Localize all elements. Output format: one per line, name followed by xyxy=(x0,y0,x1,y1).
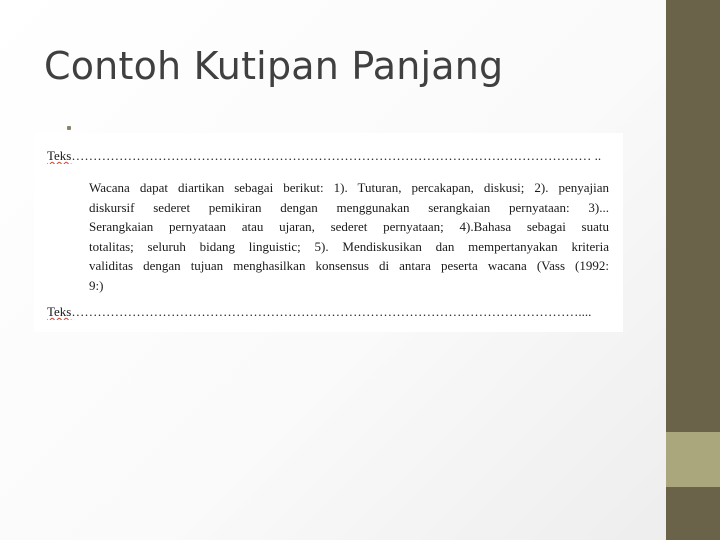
quote-line: Wacana dapat diartikan sebagai berikut: 1). Tuturan, percakapan, diskusi; 2). penyajian xyxy=(89,180,609,195)
document-image xyxy=(34,133,623,332)
quote-line: 9:) xyxy=(89,277,104,293)
teks-label-bottom: Teks xyxy=(47,304,72,319)
long-quote-block xyxy=(89,178,609,295)
teks-line-top xyxy=(47,148,607,164)
sidebar-accent-bottom xyxy=(666,487,720,540)
slide-title: Contoh Kutipan Panjang xyxy=(44,44,504,88)
quote-line: totalitas; seluruh bidang linguistic; 5). Mendiskusikan dan mempertanyakan kriteria xyxy=(89,238,609,254)
sidebar-accent-top xyxy=(666,0,720,432)
bullet-marker xyxy=(67,126,71,130)
teks-dots-bottom: ……………………………………………………………………………………………………….... xyxy=(71,304,592,319)
teks-label-top: Teks xyxy=(47,148,72,163)
teks-dots-top: ………………………………………………………………………………………………………… .. xyxy=(71,148,602,163)
quote-line: diskursif sederet pemikiran dengan menggunakan serangkaian pernyataan: 3)... xyxy=(89,199,609,215)
sidebar-accent-middle xyxy=(666,432,720,487)
teks-line-bottom xyxy=(47,304,607,320)
quote-line: validitas dengan tujuan menghasilkan konsensus di antara peserta wacana (Vass (1992: xyxy=(89,258,609,273)
quote-line: Serangkaian pernyataan atau ujaran, sederet pernyataan; 4).Bahasa sebagai suatu xyxy=(89,219,609,234)
